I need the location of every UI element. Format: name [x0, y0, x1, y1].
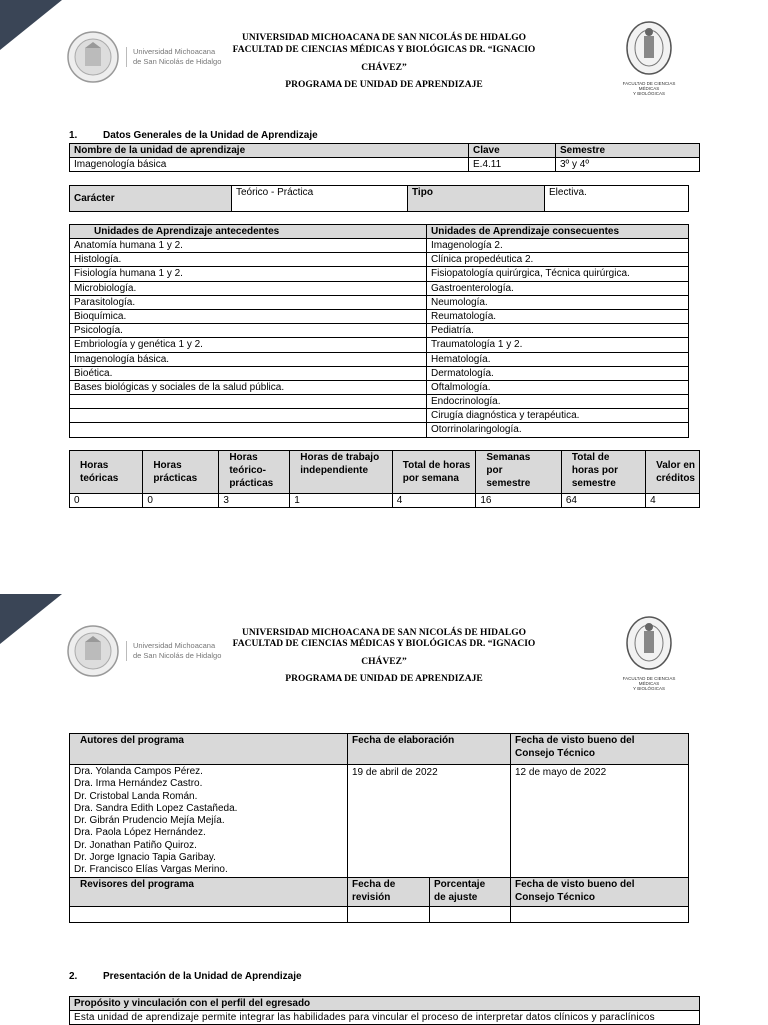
consecuente-cell: Reumatología.	[427, 309, 689, 323]
logo-text-line1: Universidad Michoacana	[133, 641, 216, 650]
author-name: Dra. Paola López Hernández.	[74, 827, 206, 839]
hours-header-7	[646, 451, 700, 494]
header-faculty: FACULTAD DE CIENCIAS MÉDICAS Y BIOLÓGICAS DR. “IGNACIO	[232, 45, 536, 55]
hours-header-line: semestre	[571, 478, 616, 489]
author-name: Dra. Irma Hernández Castro.	[74, 778, 203, 790]
consecuente-cell: Clínica propedéutica 2.	[427, 253, 689, 267]
hours-header-line: prácticas	[153, 473, 198, 484]
header-visto-bueno-2	[511, 877, 689, 906]
hours-header-line: semestre	[486, 478, 531, 489]
general-data-table	[69, 143, 700, 172]
table-row	[70, 309, 689, 323]
value-clave: E.4.11	[469, 158, 556, 172]
hours-value-6: 64	[561, 494, 645, 508]
hours-header-line: por	[486, 465, 503, 476]
antecedente-cell	[70, 423, 427, 437]
caracter-label: Carácter	[70, 186, 232, 212]
hours-header-0	[70, 451, 143, 494]
hours-header-line: Horas	[80, 460, 109, 471]
empty-cell	[348, 906, 430, 922]
header-clave: Clave	[469, 144, 556, 158]
header-visto-bueno	[511, 734, 689, 765]
author-name: Dr. Francisco Elías Vargas Merino.	[74, 864, 228, 876]
section1-number: 1.	[69, 130, 78, 141]
table-row	[70, 765, 689, 878]
table-row	[70, 1011, 700, 1025]
header-autores: Autores del programa	[70, 734, 348, 765]
proposito-table	[69, 996, 700, 1025]
porcentaje-line2: de ajuste	[434, 891, 478, 903]
header-porcentaje	[430, 877, 511, 906]
author-name: Dr. Jorge Ignacio Tapia Garibay.	[74, 852, 216, 864]
table-header-row	[70, 451, 700, 494]
table-row	[70, 281, 689, 295]
antecedente-cell	[70, 395, 427, 409]
antecedente-cell: Imagenología básica.	[70, 352, 427, 366]
consecuente-cell: Imagenología 2.	[427, 239, 689, 253]
hours-header-line: Valor en	[656, 460, 695, 471]
proposito-header: Propósito y vinculación con el perfil del egresado	[70, 997, 700, 1011]
header-university: UNIVERSIDAD MICHOACANA DE SAN NICOLÁS DE HIDALGO	[242, 33, 526, 43]
consecuente-cell: Pediatría.	[427, 324, 689, 338]
table-row	[70, 253, 689, 267]
hours-header-line: Horas de trabajo	[300, 452, 380, 463]
caracter-table	[69, 185, 689, 212]
consecuente-cell: Neumología.	[427, 295, 689, 309]
value-fecha-elaboracion: 19 de abril de 2022	[348, 765, 511, 878]
consecuente-cell: Hematología.	[427, 352, 689, 366]
header-semestre: Semestre	[556, 144, 700, 158]
value-visto-bueno: 12 de mayo de 2022	[511, 765, 689, 878]
antecedente-cell: Bases biológicas y sociales de la salud pública.	[70, 380, 427, 394]
hours-header-line: teórico-	[229, 465, 266, 476]
header-fecha-revision	[348, 877, 430, 906]
faculty-crest-icon	[616, 20, 682, 76]
porcentaje-line1: Porcentaje	[434, 878, 486, 890]
hours-header-3	[290, 451, 392, 494]
header-program: PROGRAMA DE UNIDAD DE APRENDIZAJE	[285, 80, 483, 90]
hours-value-7: 4	[646, 494, 700, 508]
table-header-row	[70, 734, 689, 765]
hours-header-line: Total de horas	[402, 460, 471, 471]
caracter-value: Teórico - Práctica	[232, 186, 408, 212]
logo-text-line1: Universidad Michoacana	[133, 47, 216, 56]
antecedente-cell: Parasitología.	[70, 295, 427, 309]
table-header-row	[70, 225, 689, 239]
author-list	[70, 765, 348, 878]
header-program-2: PROGRAMA DE UNIDAD DE APRENDIZAJE	[285, 674, 483, 684]
crest-caption-1: FACULTAD DE CIENCIAS MÉDICAS	[622, 676, 676, 686]
antecedente-cell: Histología.	[70, 253, 427, 267]
table-row	[70, 324, 689, 338]
table-row	[70, 380, 689, 394]
hours-header-line: Horas	[229, 452, 258, 463]
hours-header-line: Total de	[571, 452, 610, 463]
table-row	[70, 267, 689, 281]
table-row	[70, 409, 689, 423]
antecedente-cell: Embriología y genética 1 y 2.	[70, 338, 427, 352]
author-name: Dr. Gibrán Prudencio Mejía Mejía.	[74, 815, 225, 827]
section2-number: 2.	[69, 971, 78, 982]
fecha-rev-line1: Fecha de	[352, 878, 396, 890]
table-row	[70, 494, 700, 508]
hours-value-4: 4	[392, 494, 476, 508]
header-university-2: UNIVERSIDAD MICHOACANA DE SAN NICOLÁS DE HIDALGO	[242, 628, 526, 638]
header-faculty-cont: CHÁVEZ”	[361, 63, 407, 73]
header-faculty-2: FACULTAD DE CIENCIAS MÉDICAS Y BIOLÓGICAS DR. “IGNACIO	[232, 639, 536, 649]
authors-table	[69, 733, 689, 923]
faculty-crest-2	[616, 615, 682, 691]
consecuente-cell: Gastroenterología.	[427, 281, 689, 295]
table-row	[70, 239, 689, 253]
antecedente-cell: Microbiología.	[70, 281, 427, 295]
fecha-rev-line2: revisión	[352, 891, 391, 903]
consecuente-cell: Endocrinología.	[427, 395, 689, 409]
antecedente-cell: Bioética.	[70, 366, 427, 380]
hours-value-2: 3	[219, 494, 290, 508]
author-names	[74, 766, 343, 877]
hours-value-1: 0	[143, 494, 219, 508]
consecuente-cell: Fisiopatología quirúrgica, Técnica quirúrgica.	[427, 267, 689, 281]
author-name: Dr. Cristobal Landa Román.	[74, 790, 198, 802]
crest-caption-2: Y BIOLÓGICAS	[633, 686, 665, 691]
antecedente-cell	[70, 409, 427, 423]
table-row	[70, 186, 689, 212]
antecedente-cell: Psicología.	[70, 324, 427, 338]
hours-table	[69, 450, 700, 508]
header-nombre: Nombre de la unidad de aprendizaje	[70, 144, 469, 158]
table-row	[70, 366, 689, 380]
consecuente-cell: Traumatología 1 y 2.	[427, 338, 689, 352]
antecedente-cell: Anatomía humana 1 y 2.	[70, 239, 427, 253]
visto-line2: Consejo Técnico	[515, 748, 596, 759]
hours-value-0: 0	[70, 494, 143, 508]
empty-cell	[511, 906, 689, 922]
header-revisores: Revisores del programa	[70, 877, 348, 906]
value-nombre: Imagenología básica	[70, 158, 469, 172]
crest-caption-2: Y BIOLÓGICAS	[633, 91, 665, 96]
hours-header-5	[476, 451, 561, 494]
hours-header-1	[143, 451, 219, 494]
empty-cell	[430, 906, 511, 922]
table-header-row	[70, 997, 700, 1011]
tipo-label: Tipo	[408, 186, 545, 212]
visto2-line2: Consejo Técnico	[515, 891, 596, 903]
value-semestre: 3º y 4º	[556, 158, 700, 172]
consecuente-cell: Otorrinolaringología.	[427, 423, 689, 437]
author-name: Dra. Yolanda Campos Pérez.	[74, 766, 203, 777]
hours-header-line: créditos	[656, 473, 695, 484]
table-row	[70, 906, 689, 922]
hours-header-6	[561, 451, 645, 494]
antecedente-cell: Bioquímica.	[70, 309, 427, 323]
consecuente-cell: Cirugía diagnóstica y terapéutica.	[427, 409, 689, 423]
hours-header-line: prácticas	[229, 478, 274, 489]
table-row	[70, 295, 689, 309]
antecedente-cell: Fisiología humana 1 y 2.	[70, 267, 427, 281]
table-row	[70, 423, 689, 437]
consecuente-cell: Dermatología.	[427, 366, 689, 380]
table-header-row	[70, 877, 689, 906]
consecuente-cell: Oftalmología.	[427, 380, 689, 394]
table-row	[70, 158, 700, 172]
hours-value-5: 16	[476, 494, 561, 508]
table-row	[70, 395, 689, 409]
header-fecha-elaboracion: Fecha de elaboración	[348, 734, 511, 765]
units-table	[69, 224, 689, 438]
table-header-row	[70, 144, 700, 158]
hours-header-line: Semanas	[486, 452, 531, 463]
section2-title: Presentación de la Unidad de Aprendizaje	[103, 971, 302, 982]
empty-cell	[70, 906, 348, 922]
table-row	[70, 352, 689, 366]
hours-value-3: 1	[290, 494, 392, 508]
header-faculty-cont-2: CHÁVEZ”	[361, 657, 407, 667]
faculty-crest-icon	[616, 615, 682, 671]
crest-caption-1: FACULTAD DE CIENCIAS MÉDICAS	[622, 81, 676, 91]
consecuentes-header: Unidades de Aprendizaje consecuentes	[427, 225, 689, 239]
visto2-line1: Fecha de visto bueno del	[515, 878, 635, 890]
tipo-value: Electiva.	[545, 186, 689, 212]
hours-header-2	[219, 451, 290, 494]
logo-text-line2: de San Nicolás de Hidalgo	[133, 651, 222, 660]
section1-title: Datos Generales de la Unidad de Aprendizaje	[103, 130, 318, 141]
hours-header-line: teóricas	[80, 473, 119, 484]
proposito-text: Esta unidad de aprendizaje permite integrar las habilidades para vincular el proceso de interpretar datos clínicos y paraclínicos	[70, 1011, 700, 1025]
hours-header-line: horas por	[571, 465, 618, 476]
faculty-crest	[616, 20, 682, 96]
hours-header-line: independiente	[300, 465, 369, 476]
hours-header-line: Horas	[153, 460, 182, 471]
hours-header-4	[392, 451, 476, 494]
visto-line1: Fecha de visto bueno del	[515, 735, 635, 746]
author-name: Dr. Jonathan Patiño Quiroz.	[74, 839, 197, 851]
table-row	[70, 338, 689, 352]
antecedentes-header: Unidades de Aprendizaje antecedentes	[70, 225, 427, 239]
hours-header-line: por semana	[402, 473, 459, 484]
logo-text-line2: de San Nicolás de Hidalgo	[133, 57, 222, 66]
author-name: Dra. Sandra Edith Lopez Castañeda.	[74, 802, 238, 814]
